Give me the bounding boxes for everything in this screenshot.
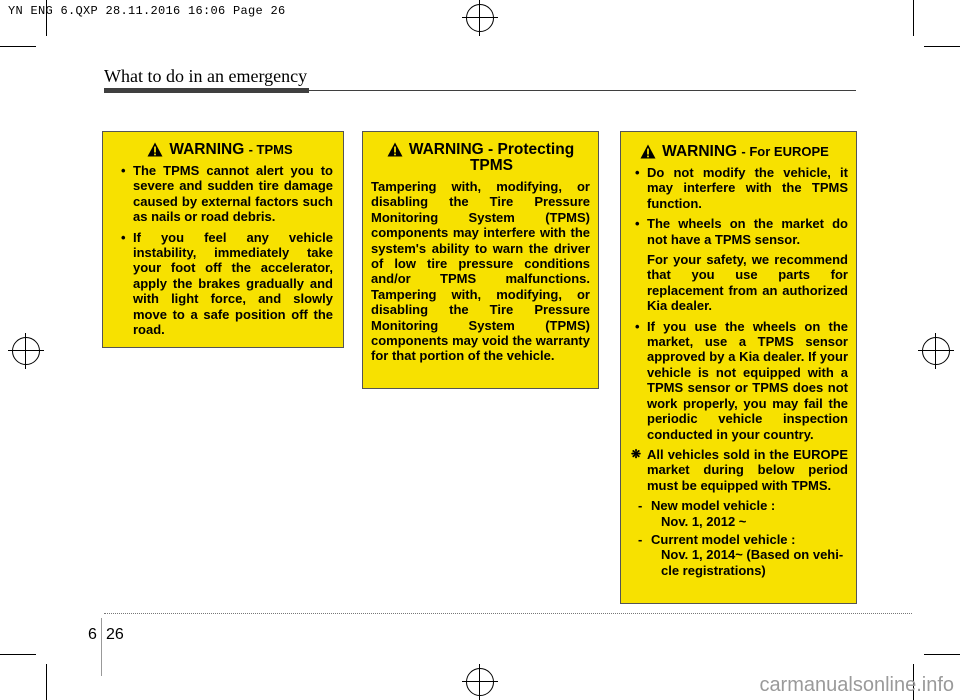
list-item: • Do not modify the vehicle, it may interfere with the TPMS function. [635, 165, 848, 211]
warning-header [107, 142, 333, 158]
warning-triangle-icon [387, 142, 403, 157]
warning-box-protecting-tpms [362, 131, 599, 389]
warning-box-europe [620, 131, 857, 604]
warning-title: WARNING [408, 141, 484, 158]
registration-mark-icon [918, 333, 954, 369]
crop-mark [913, 0, 914, 36]
list-item: • The TPMS cannot alert you to severe and sudden tire damage caused by external factors such as nails or road debris. [121, 163, 333, 225]
section-title: What to do in an emergency [104, 66, 308, 86]
registration-mark-icon [462, 0, 498, 36]
warning-box-tpms [102, 131, 344, 348]
crop-mark [924, 654, 960, 655]
list-item: • The wheels on the market do not have a TPMS sensor. [635, 216, 848, 247]
title-rule [104, 88, 856, 93]
registration-mark-icon [8, 333, 44, 369]
warning-triangle-icon [640, 144, 656, 159]
crop-mark [0, 46, 36, 47]
asterisk-icon: ❋ [631, 446, 642, 461]
warning-title: WARNING [662, 143, 738, 160]
warning-subtitle: - TPMS [248, 142, 293, 157]
dash-item: - New model vehicle : Nov. 1, 2012 ~ [638, 498, 776, 529]
warning-subtitle: - Protecting [488, 141, 575, 158]
registration-mark-icon [462, 664, 498, 700]
warning-subtitle-line2: TPMS [469, 157, 514, 174]
chapter-number: 6 [88, 626, 97, 643]
list-item: • If you feel any vehicle instability, immediately take your foot off the accelerator, apply the brakes gradually and with light force, and slowly move to a safe position off the road. [121, 229, 333, 338]
crop-mark [46, 664, 47, 700]
list-item: • If you use the wheels on the market, use a TPMS sensor approved by a Kia dealer. If your vehicle is not equipped with a TPMS sensor or TPMS does not work properly, you may fail the periodic vehicle inspection conducted in your country. [635, 318, 848, 442]
crop-mark [0, 654, 36, 655]
warning-header [371, 142, 590, 174]
footer-rule [104, 613, 912, 614]
warning-title: WARNING [169, 141, 245, 158]
warning-header [621, 144, 848, 160]
note-item: ❋ All vehicles sold in the EUROPE market during below period must be equipped with TPMS. [631, 446, 848, 493]
page-number: 26 [106, 626, 124, 643]
paragraph: For your safety, we recommend that you use parts for replacement from an authorized Kia dealer. [647, 252, 848, 314]
dash-item: - Current model vehicle : Nov. 1, 2014~ (Based on vehi- cle registrations) [638, 531, 844, 578]
warning-triangle-icon [147, 142, 163, 157]
warning-subtitle: - For EUROPE [741, 144, 829, 159]
warning-body: Tampering with, modifying, or disabling the Tire Pressure Monitoring System (TPMS) components may interfere with the system's ability to warn the driver of low tire pressure conditions and/or TPMS malfunctions. Tampering with, modifying, or disabling the Tire Pressure Monitoring System (TPMS) components may void the warranty for that portion of the vehicle. [371, 179, 590, 364]
page-number-divider [101, 618, 102, 676]
watermark: carmanualsonline.info [759, 674, 954, 696]
file-header: YN ENG 6.QXP 28.11.2016 16:06 Page 26 [8, 4, 286, 18]
crop-mark [924, 46, 960, 47]
